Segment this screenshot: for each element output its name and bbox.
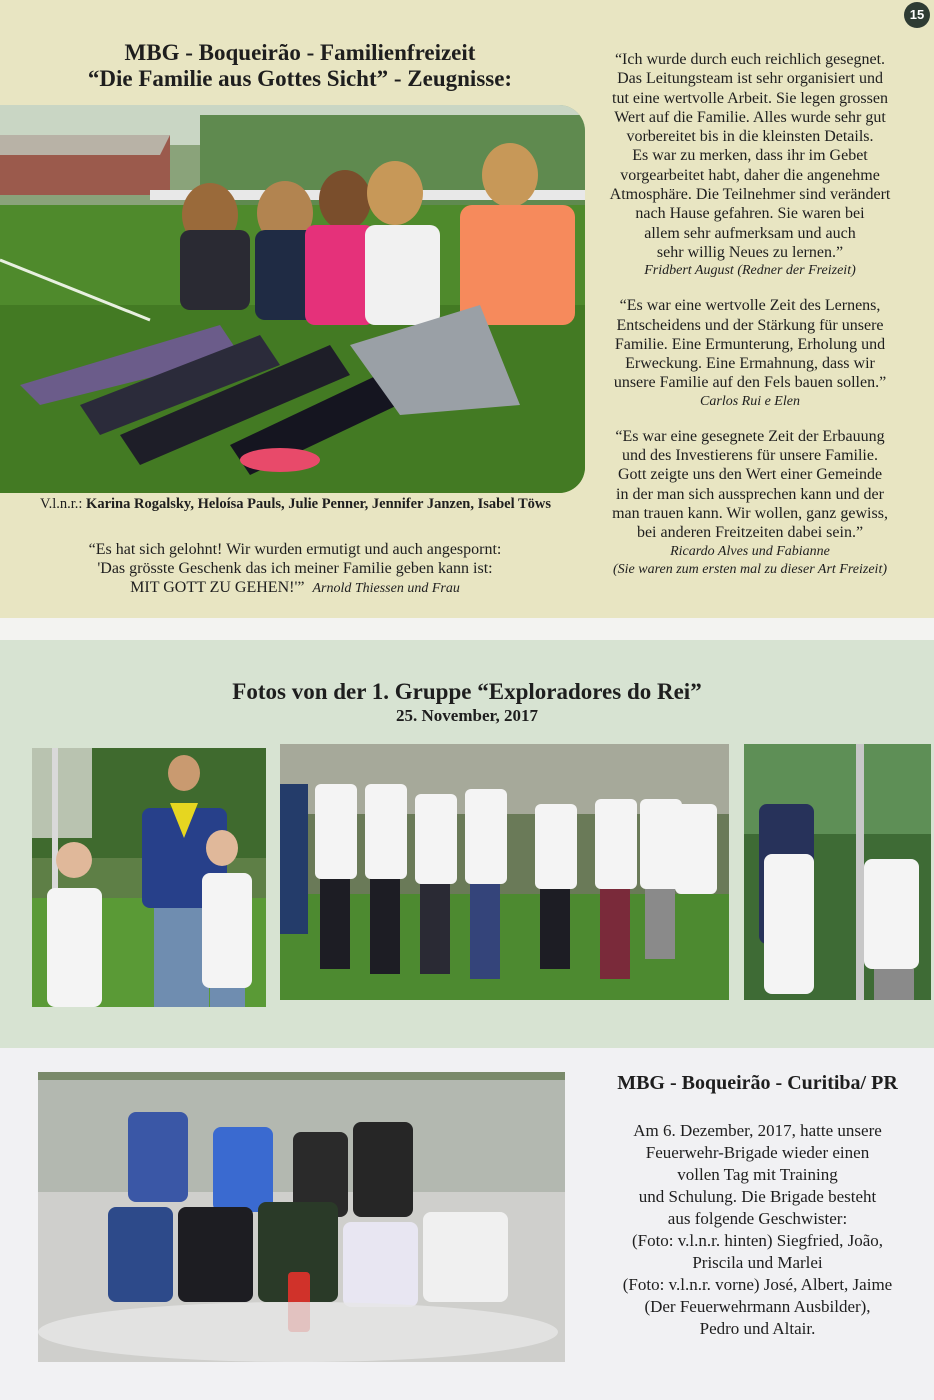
text-line: aus folgende Geschwister: xyxy=(667,1209,848,1228)
quote-line: Entscheidens und der Stärkung für unsere xyxy=(616,316,884,334)
quote-author: Arnold Thiessen und Frau xyxy=(312,581,460,596)
quote-line: unsere Familie auf den Fels bauen sollen.” xyxy=(613,374,887,392)
fire-brigade-photo xyxy=(38,1072,565,1362)
quote-line: sehr willig Neues zu lernen.” xyxy=(656,243,844,261)
testimonials-column xyxy=(585,50,915,595)
boys-knot-tying-photo xyxy=(744,744,931,1000)
quote-line: vorgearbeitet habt, daher die angenehme xyxy=(620,166,880,184)
title-line-2: “Die Familie aus Gottes Sicht” - Zeugnisse: xyxy=(87,66,513,91)
text-line: Pedro und Altair. xyxy=(699,1319,816,1338)
caption-prefix: V.l.n.r.: xyxy=(39,496,83,512)
leader-and-boys-photo xyxy=(32,748,266,1007)
quote-line: allem sehr aufmerksam und auch xyxy=(644,224,856,242)
testimonial-author-note: (Sie waren zum ersten mal zu dieser Art Freizeit) xyxy=(612,561,887,577)
quote-line: Familie. Eine Ermunterung, Erholung und xyxy=(614,335,886,353)
text-line: und Schulung. Die Brigade besteht xyxy=(638,1187,877,1206)
testimonial xyxy=(585,296,915,410)
quote-line: Das Leitungsteam ist sehr organisiert und xyxy=(617,70,883,88)
quote-line: “Es war eine wertvolle Zeit des Lernens, xyxy=(619,297,881,315)
quote-line: MIT GOTT ZU GEHEN!'” xyxy=(130,579,305,596)
quote-line: Atmosphäre. Die Teilnehmer sind verändert xyxy=(609,186,891,204)
quote-line: bei anderen Freitzeiten dabei sein.” xyxy=(636,524,864,542)
quote-line: “Es war eine gesegnete Zeit der Erbauung xyxy=(615,427,885,445)
testimonial-author: Carlos Rui e Elen xyxy=(700,393,800,409)
fire-brigade-text xyxy=(590,1120,925,1340)
quote-line: vorbereitet bis in die kleinsten Details. xyxy=(626,128,874,146)
text-line: (Foto: v.l.n.r. hinten) Siegfried, João, xyxy=(631,1231,884,1250)
quote-line: “Es hat sich gelohnt! Wir wurden ermutigt und auch angespornt: xyxy=(88,541,502,558)
quote-line: Es war zu merken, dass ihr im Gebet xyxy=(632,147,868,165)
testimonial-author: Fridbert August (Redner der Freizeit) xyxy=(644,263,856,279)
title-line-1: MBG - Boqueirão - Familienfreizeit xyxy=(124,40,476,65)
explorers-date: 25. November, 2017 xyxy=(396,706,538,725)
explorers-heading xyxy=(150,678,784,726)
fire-brigade-title: MBG - Boqueirão - Curitiba/ PR xyxy=(617,1072,898,1094)
testimonial-left xyxy=(30,540,560,598)
quote-line-with-author xyxy=(30,578,560,598)
text-line: Am 6. Dezember, 2017, hatte unsere xyxy=(633,1121,882,1140)
photo-caption xyxy=(8,496,583,513)
text-line: (Der Feuerwehrmann Ausbilder), xyxy=(644,1297,871,1316)
quote-line: “Ich wurde durch euch reichlich gesegnet. xyxy=(614,51,886,68)
text-line: (Foto: v.l.n.r. vorne) José, Albert, Jaime xyxy=(622,1275,893,1294)
family-retreat-title xyxy=(20,40,580,92)
testimonial xyxy=(585,427,915,579)
quote-line: in der man sich aussprechen kann und der xyxy=(616,485,884,503)
explorers-title: Fotos von der 1. Gruppe “Exploradores do Rei” xyxy=(232,679,702,704)
quote-line: Erweckung. Eine Ermahnung, dass wir xyxy=(625,355,875,373)
text-line: Feuerwehr-Brigade wieder einen xyxy=(645,1143,870,1162)
quote-line: tut eine wertvolle Arbeit. Sie legen grossen xyxy=(612,89,888,107)
text-line: vollen Tag mit Training xyxy=(677,1165,838,1184)
quote-line: nach Hause gefahren. Sie waren bei xyxy=(635,205,865,223)
quote-line: und des Investierens für unsere Familie. xyxy=(622,447,878,465)
girls-sitting-photo xyxy=(0,105,585,493)
testimonial-author: Ricardo Alves und Fabianne xyxy=(670,543,830,559)
quote-line: Gott zeigte uns den Wert einer Gemeinde xyxy=(617,466,883,484)
quote-line: Wert auf die Familie. Alles wurde sehr gut xyxy=(614,108,886,126)
page-number: 15 xyxy=(904,2,930,28)
quote-line: 'Das grösste Geschenk das ich meiner Familie geben kann ist: xyxy=(97,560,493,577)
caption-names: Karina Rogalsky, Heloísa Pauls, Julie Penner, Jennifer Janzen, Isabel Töws xyxy=(86,496,552,512)
explorers-group-photo xyxy=(280,744,729,1000)
text-line: Priscila und Marlei xyxy=(692,1253,823,1272)
testimonial xyxy=(585,50,915,280)
quote-line: man trauen kann. Wir wollen, ganz gewiss, xyxy=(612,504,888,522)
